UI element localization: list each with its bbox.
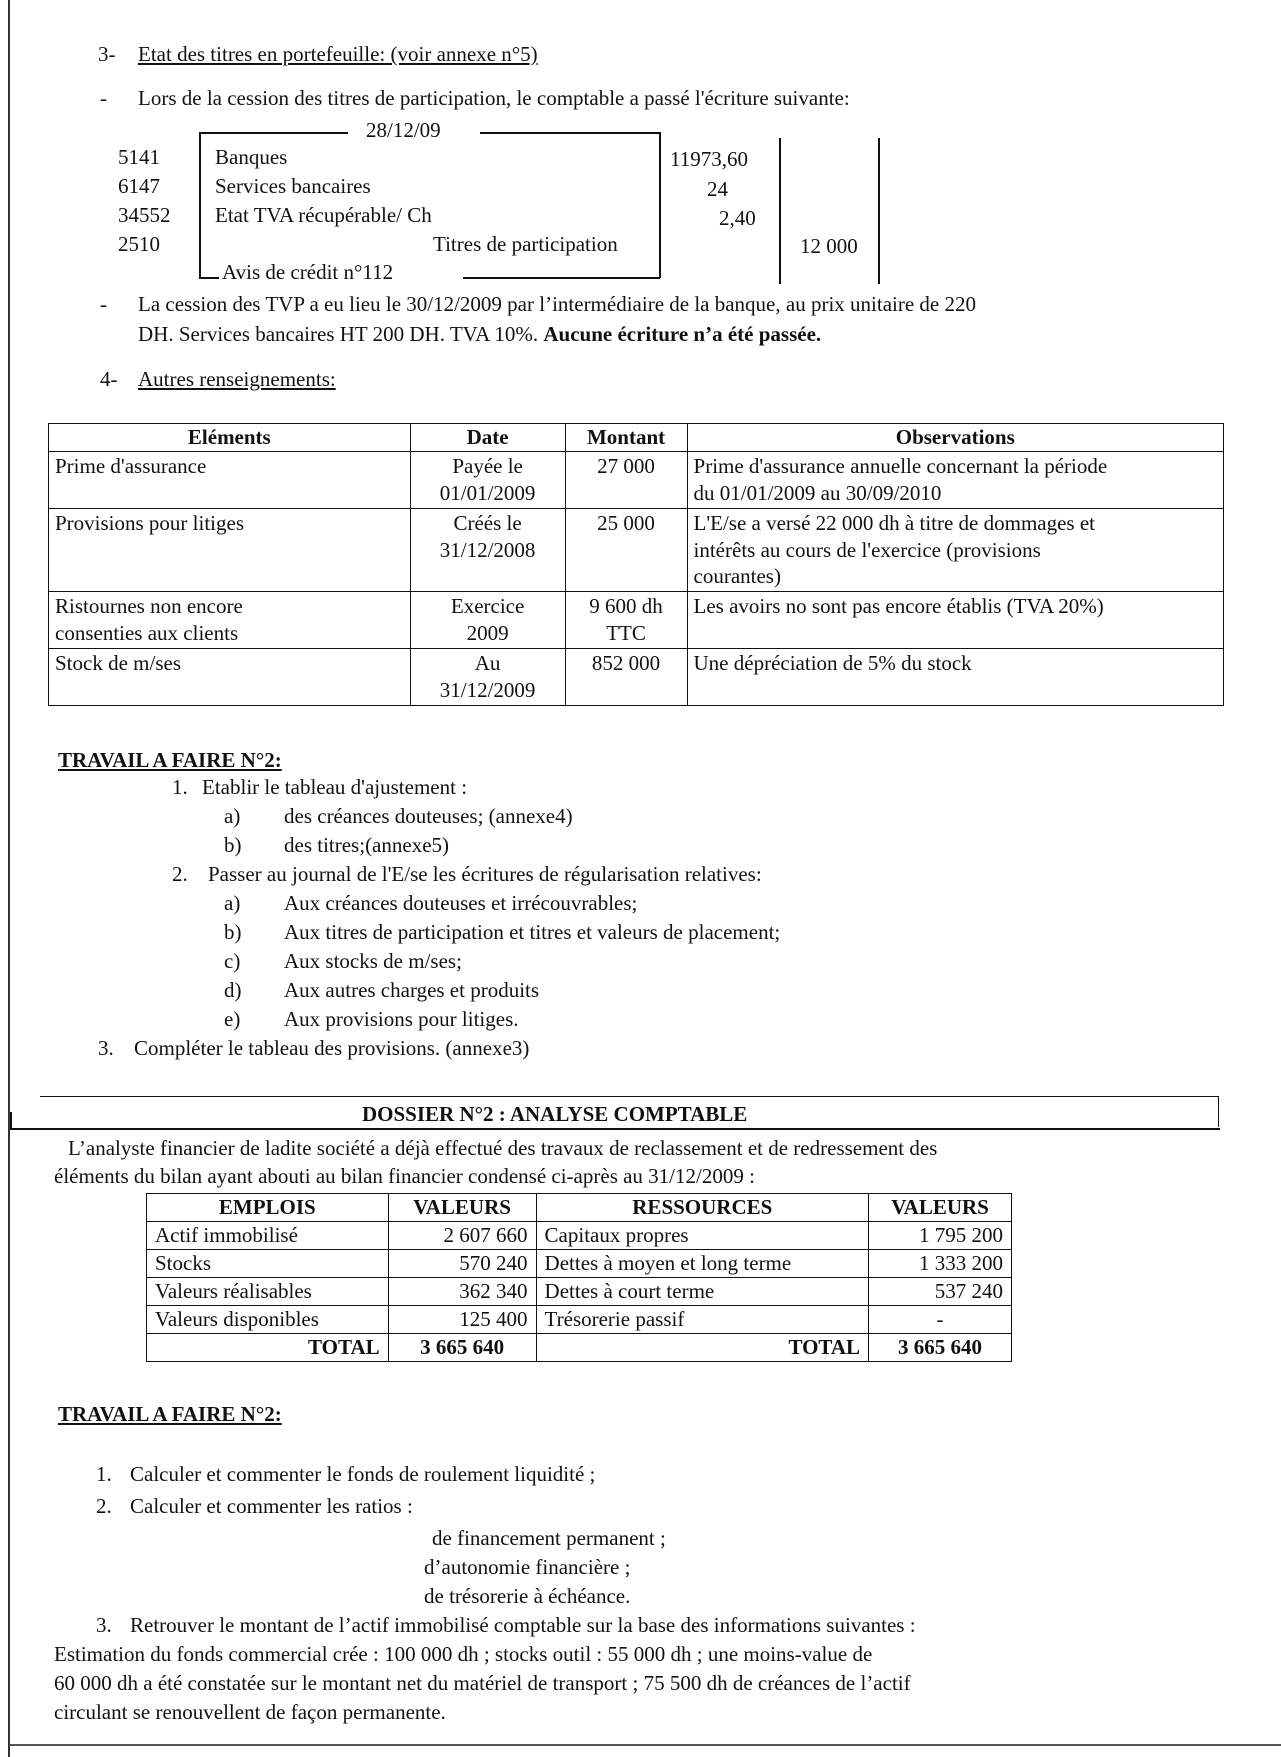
bullet2-text: DH. Services bancaires HT 200 DH. TVA 10%.	[138, 322, 539, 346]
table-row	[49, 649, 1224, 706]
bilan-total-row	[147, 1334, 1012, 1362]
travail1-item: Aux autres charges et produits	[284, 978, 540, 1002]
cell-date	[410, 592, 565, 649]
cell-line: Payée le	[452, 453, 523, 478]
renseignements-table	[48, 423, 1224, 706]
cell-emploi: Stocks	[147, 1250, 389, 1278]
travail1-item-num: b)	[224, 920, 242, 944]
cell-date	[410, 508, 565, 592]
cell-ressource: Trésorerie passif	[536, 1306, 869, 1334]
cell-ressource: Dettes à court terme	[536, 1278, 869, 1306]
section3-heading-number: 3-	[98, 42, 116, 66]
header-valeurs-emplois: VALEURS	[388, 1194, 536, 1222]
journal-row-label: Etat TVA récupérable/ Ch	[215, 203, 432, 227]
travail1-item: Aux stocks de m/ses;	[284, 949, 462, 973]
travail1-item: Compléter le tableau des provisions. (annexe3)	[134, 1036, 530, 1060]
journal-top-rule-right	[480, 132, 660, 134]
cell-line: 31/12/2009	[439, 677, 536, 702]
total-label-ressources: TOTAL	[536, 1334, 869, 1362]
travail1-item: des titres;(annexe5)	[284, 833, 450, 857]
cell-date	[410, 649, 565, 706]
travail2-item-num: 1.	[96, 1462, 112, 1486]
cell-date	[410, 451, 565, 508]
ratio-item: d’autonomie financière ;	[424, 1555, 631, 1579]
travail2-item-num: 2.	[96, 1494, 112, 1518]
ratio-item: de financement permanent ;	[432, 1526, 666, 1550]
cell-observation	[687, 508, 1223, 592]
cell-line: TTC	[606, 621, 646, 646]
section4-heading: Autres renseignements:	[138, 367, 336, 391]
bilan-header-row	[147, 1194, 1012, 1222]
cell-line: 27 000	[597, 453, 655, 478]
travail2-item: Retrouver le montant de l’actif immobilisé comptable sur la base des informations suivantes :	[130, 1613, 916, 1637]
ratio-item: de trésorerie à échéance.	[424, 1584, 631, 1608]
journal-row-credit: 12 000	[800, 234, 858, 258]
travail1-item-num: a)	[224, 804, 241, 828]
cell-amount	[565, 451, 687, 508]
table-row	[49, 508, 1224, 592]
journal-row-account: 2510	[118, 232, 160, 256]
travail1-item: Aux créances douteuses et irrécouvrables;	[284, 891, 638, 915]
section4-heading-number: 4-	[100, 367, 118, 391]
cell-line: consenties aux clients	[55, 621, 239, 646]
cell-element	[49, 508, 411, 592]
cell-valeur: 125 400	[388, 1306, 536, 1334]
cell-line: Provisions pour litiges	[55, 510, 245, 535]
cell-amount	[565, 649, 687, 706]
journal-debit-rule	[659, 132, 661, 278]
cell-valeur: 2 607 660	[388, 1222, 536, 1250]
cell-observation	[687, 649, 1223, 706]
table-row	[147, 1306, 1012, 1334]
journal-bottom-rule-right	[463, 277, 660, 279]
cell-line: intérêts au cours de l'exercice (provisions	[693, 537, 1041, 562]
travail1-item: Aux provisions pour litiges.	[284, 1007, 519, 1031]
table-row	[147, 1250, 1012, 1278]
bullet-dash: -	[100, 292, 107, 316]
travail2-paragraph-line: Estimation du fonds commercial crée : 100 000 dh ; stocks outil : 55 000 dh ; une moins-value de	[54, 1642, 873, 1666]
header-montant: Montant	[565, 424, 687, 452]
header-valeurs-ressources: VALEURS	[869, 1194, 1012, 1222]
cell-ressource: Capitaux propres	[536, 1222, 869, 1250]
cell-line: 2009	[466, 621, 509, 646]
journal-row-label: Titres de participation	[433, 232, 618, 256]
header-date: Date	[410, 424, 565, 452]
journal-right-rule	[878, 138, 880, 284]
section3-bullet2-line1: La cession des TVP a eu lieu le 30/12/2009 par l’intermédiaire de la banque, au prix unitaire de 220	[138, 292, 976, 316]
journal-top-rule-left	[200, 132, 348, 134]
page-bottom-rule	[10, 1744, 1281, 1746]
cell-line: 852 000	[591, 651, 661, 675]
cell-line: Exercice	[450, 594, 525, 619]
cell-line: Ristournes non encore	[55, 594, 243, 619]
travail1-item: des créances douteuses; (annexe4)	[284, 804, 573, 828]
header-ressources: RESSOURCES	[536, 1194, 869, 1222]
journal-row-debit: 2,40	[719, 206, 756, 230]
cell-line: Prime d'assurance annuelle concernant la période	[693, 453, 1108, 478]
cell-line: 9 600 dh	[589, 594, 663, 619]
section3-bullet2-line2	[138, 322, 821, 346]
travail1-item: Etablir le tableau d'ajustement :	[202, 775, 468, 799]
journal-row-label: Banques	[215, 145, 288, 169]
travail1-item-num: c)	[224, 949, 241, 973]
journal-credit-rule	[779, 138, 781, 284]
cell-line: Prime d'assurance	[55, 453, 207, 478]
cell-element	[49, 649, 411, 706]
journal-row-debit: 24	[707, 177, 728, 201]
total-ressources: 3 665 640	[869, 1334, 1012, 1362]
cell-element	[49, 451, 411, 508]
cell-valeur: -	[869, 1306, 1012, 1334]
travail2-title: TRAVAIL A FAIRE N°2:	[58, 1402, 282, 1426]
cell-emploi: Actif immobilisé	[147, 1222, 389, 1250]
cell-valeur: 1 333 200	[869, 1250, 1012, 1278]
cell-line: 25 000	[597, 510, 655, 535]
cell-emploi: Valeurs réalisables	[147, 1278, 389, 1306]
travail1-item: Passer au journal de l'E/se les écritures de régularisation relatives:	[208, 862, 762, 886]
travail1-item-num: d)	[224, 978, 242, 1002]
section3-bullet1: Lors de la cession des titres de participation, le comptable a passé l'écriture suivante:	[138, 86, 850, 110]
dossier2-title: DOSSIER N°2 : ANALYSE COMPTABLE	[362, 1102, 748, 1126]
dossier2-intro-line2: éléments du bilan ayant abouti au bilan financier condensé ci-après au 31/12/2009 :	[54, 1164, 755, 1188]
cell-line: Créés le	[453, 510, 522, 535]
travail1-title: TRAVAIL A FAIRE N°2:	[58, 748, 282, 772]
cell-valeur: 1 795 200	[869, 1222, 1012, 1250]
total-label-emplois: TOTAL	[147, 1334, 389, 1362]
travail2-paragraph-line: 60 000 dh a été constatée sur le montant net du matériel de transport ; 75 500 dh de créances de l’actif	[54, 1671, 911, 1695]
travail2-item-num: 3.	[96, 1613, 112, 1637]
dossier2-box-bottom	[10, 1128, 1220, 1130]
journal-footer: Avis de crédit n°112	[222, 260, 394, 284]
travail2-item: Calculer et commenter le fonds de roulement liquidité ;	[130, 1462, 596, 1486]
travail1-item-num: 3.	[98, 1036, 114, 1060]
cell-amount	[565, 592, 687, 649]
header-elements: Eléments	[49, 424, 411, 452]
cell-line: 31/12/2008	[439, 537, 536, 562]
travail1-item-num: 2.	[172, 862, 188, 886]
cell-observation	[687, 451, 1223, 508]
journal-row-account: 34552	[118, 203, 171, 227]
cell-emploi: Valeurs disponibles	[147, 1306, 389, 1334]
cell-valeur: 362 340	[388, 1278, 536, 1306]
header-emplois: EMPLOIS	[147, 1194, 389, 1222]
header-observations: Observations	[687, 424, 1223, 452]
travail1-item-num: a)	[224, 891, 241, 915]
table-row	[49, 592, 1224, 649]
cell-line: Les avoirs no sont pas encore établis (TVA 20%)	[693, 594, 1104, 619]
journal-row-account: 5141	[118, 145, 160, 169]
cell-ressource: Dettes à moyen et long terme	[536, 1250, 869, 1278]
bullet2-bold-note: Aucune écriture n’a été passée.	[543, 322, 822, 346]
cell-line: L'E/se a versé 22 000 dh à titre de dommages et	[693, 510, 1096, 535]
travail1-item: Aux titres de participation et titres et valeurs de placement;	[284, 920, 781, 944]
table-row	[147, 1278, 1012, 1306]
cell-line: Une dépréciation de 5% du stock	[693, 651, 972, 675]
dossier2-intro-line1: L’analyste financier de ladite société a déjà effectué des travaux de reclassement et de redressement des	[68, 1136, 938, 1160]
total-emplois: 3 665 640	[388, 1334, 536, 1362]
journal-row-label: Services bancaires	[215, 174, 371, 198]
cell-line: Au	[474, 651, 501, 675]
cell-observation	[687, 592, 1223, 649]
page-left-margin-line	[8, 0, 10, 1757]
cell-line: 01/01/2009	[439, 480, 536, 505]
travail1-item-num: 1.	[172, 775, 188, 799]
journal-bottom-rule-left	[199, 277, 219, 279]
cell-valeur: 570 240	[388, 1250, 536, 1278]
cell-amount	[565, 508, 687, 592]
travail2-paragraph-line: circulant se renouvellent de façon permanente.	[54, 1700, 446, 1724]
travail1-item-num: e)	[224, 1007, 241, 1031]
cell-valeur: 537 240	[869, 1278, 1012, 1306]
journal-left-rule	[199, 132, 201, 278]
table-row	[49, 451, 1224, 508]
bilan-financier-table	[146, 1193, 1012, 1362]
travail2-item: Calculer et commenter les ratios :	[130, 1494, 413, 1518]
bullet-dash: -	[100, 86, 107, 110]
journal-row-account: 6147	[118, 174, 160, 198]
table-header-row	[49, 424, 1224, 452]
journal-row-debit: 11973,60	[670, 147, 748, 171]
section3-heading: Etat des titres en portefeuille: (voir annexe n°5)	[138, 42, 538, 66]
cell-line: du 01/01/2009 au 30/09/2010	[693, 480, 942, 505]
journal-date: 28/12/09	[366, 118, 441, 142]
travail1-item-num: b)	[224, 833, 242, 857]
table-row	[147, 1222, 1012, 1250]
cell-line: courantes)	[693, 564, 781, 589]
cell-element	[49, 592, 411, 649]
cell-line: Stock de m/ses	[55, 651, 181, 675]
